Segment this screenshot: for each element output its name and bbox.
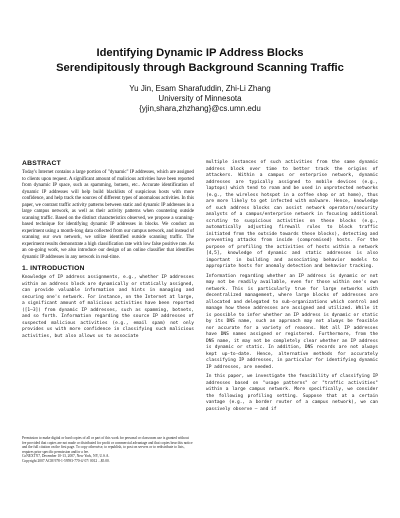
introduction-heading: 1. INTRODUCTION [22,265,85,272]
introduction-section [22,265,194,340]
paper-title-line-2: Serendipitously through Background Scanning Traffic [56,62,344,74]
abstract-section [22,160,194,261]
author-block [40,84,360,114]
copyright-line: Copyright 2007 ACM 978-1-59593-770-4/ 07/ 0012 ...$5.00. [22,458,110,463]
conference-venue: CoNEXT'07, December 10-13, 2007, New York, NY, U.S.A. [22,454,110,459]
body-paragraph: multiple instances of such activities from the same dynamic address block over time to better track the origins of attackers. Within a campus or enterprise network, dynamic addresses are typically assigned to mobile devices (e.g., laptops) which tend to roam and be used in unprotected networks (e.g., the wireless hotspot in a coffee shop or at home), thus are more likely to get infected with malware. Hence, knowledge of such address blocks can assist network operators/security analysts of a campus/enterprise network in focusing additional scrutiny to suspicious activities on these blocks (e.g., automatically adjusting firewall rules to block traffic initiated from the outside towards these blocks), detecting and preventing attacks from inside (compromised) hosts. For the purpose of profiling the activities of hosts within a network [4,5], knowledge of dynamic and static addresses is also important in building and associating behavior models to appropriate hosts for anomaly detection and behavior tracking. [206,160,378,269]
permission-notice: Permission to make digital or hard copies of all or part of this work for personal or classroom use is granted without fee provided that copies are not made or distributed for profit or commercial advantage and that copies bear this notice and the full citation on the first page. To copy otherwise, to republish, to post on servers or to redistribute to lists, requires prior specific permission and/or a fee. [22,436,193,454]
left-column [22,160,194,343]
body-paragraph: Information regarding whether an IP address is dynamic or not may not be readily available, even for those within one's own network. This is particularly true for large networks with decentralized management, where large blocks of addresses are allocated and delegated to sub-organizations which control and manage how these addresses are assigned and utilized. While it is possible to infer whether an IP address is dynamic or static by its DNS name, such an approach may not always be feasible nor accurate for a variety of reasons. Not all IP addresses have DNS names assigned or registered. Furthermore, from the DNS name, it may not be completely clear whether an IP address is dynamic or static. In addition, DNS records are not always kept up-to-date. Hence, alternative methods for accurately classifying IP addresses, in particular for identifying dynamic IP addresses, are needed. [206,273,378,370]
paper-title-line-1: Identifying Dynamic IP Address Blocks [96,47,304,59]
abstract-heading: ABSTRACT [22,160,61,167]
author-emails: {yjin,shara,zhzhang}@cs.umn.edu [139,104,261,113]
right-column [206,160,378,416]
abstract-body: Today's Internet contains a large portion of "dynamic" IP addresses, which are assigned to clients upon request. A significant amount of malicious activities have been reported from dynamic IP space, such as spamming, botnets, etc.. Accurate identification of dynamic IP addresses will help build blacklists of suspicious hosts with more confidence, and help track the sources of different types of anomalous activities. In this paper, we contrast traffic activity patterns between static and dynamic IP addresses in a large campus network, as well as their activity patterns when countering outside scanning traffic. Based on the distinct characteristics observed, we propose a scanning-based technique for identifying dynamic IP addresses in blocks. We conduct an experiment using a month-long data collected from our campus network, and instead of scanning our own network, we utilize identified outside scanning traffic. The experiment results demonstrate a high classification rate with low false positive rate. As an on-going work, we also introduce our design of an online classifier that identifies dynamic IP addresses in any network in real-time. [22,170,194,260]
introduction-body: Knowledge of IP address assignments, e.g., whether IP addresses within an address block are dynamically or statically assigned, can provide valuable information and hints in managing and securing one's network. For instance, on the Internet at large, a significant amount of malicious activities have been reported ([1–3]) from dynamic IP addresses, such as spamming, botnets, and so forth. Information regarding the source IP addresses of suspected malicious activities (e.g., email spam) not only provides us with more confidence in classifying such malicious activities, but also allows us to associate [22,275,194,339]
author-names: Yu Jin, Esam Sharafuddin, Zhi-Li Zhang [129,84,271,93]
body-paragraph: In this paper, we investigate the feasibility of classifying IP addresses based on "usage patterns" or "traffic activities" within a large campus network. More specifically, we consider the following profiling setting. Suppose that at a certain vantage (e.g., a border router of a campus network), we can passively observe – and if [206,374,378,412]
copyright-footnote [22,436,194,464]
author-affiliation: University of Minnesota [158,94,242,103]
